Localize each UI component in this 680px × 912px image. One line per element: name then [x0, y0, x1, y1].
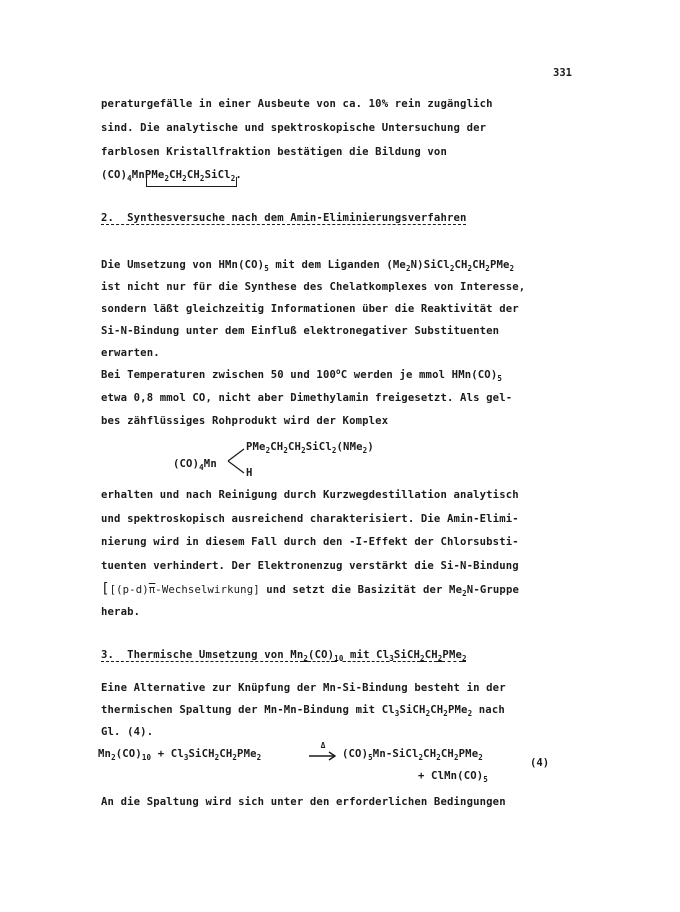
complex-hydride: H [246, 467, 253, 479]
equation-lhs: $Mn_2(CO)_{10}$ + $Cl_3SiCH_2CH_2PMe_2$ [98, 748, 262, 762]
text-line: Die Umsetzung von $HMn(CO)_5$ mit dem Liganden $(Me_2N)SiCl_2CH_2CH_2PMe_2$ [101, 259, 515, 273]
text-line: peraturgefälle in einer Ausbeute von ca. 10% rein zugänglich [101, 98, 493, 110]
equation-rhs: $(CO)_5Mn-SiCl_2CH_2CH_2PMe_2$ [342, 748, 483, 762]
heat-symbol: Δ [320, 741, 326, 750]
text-line: An die Spaltung wird sich unter den erforderlichen Bedingungen [101, 796, 506, 808]
text-line: Bei Temperaturen zwischen 50 und 100$^o$C werden je mmol $HMn(CO)_5$ [101, 367, 503, 383]
equation-number: (4) [530, 757, 550, 769]
text-line: bes zähflüssiges Rohprodukt wird der Komplex [101, 415, 389, 427]
text-line: Eine Alternative zur Knüpfung der Mn-Si-Bindung besteht in der [101, 682, 506, 694]
text-line: [[(p-d)π-Wechselwirkung] und setzt die Basizität der $Me_2N$-Gruppe [101, 581, 520, 598]
text-line: nierung wird in diesem Fall durch den -I-Effekt der Chlorsubsti- [101, 536, 519, 548]
text-line: farblosen Kristallfraktion bestätigen die Bildung von [101, 146, 447, 158]
text-line: etwa 0,8 mmol CO, nicht aber Dimethylamin freigesetzt. Als gel- [101, 392, 513, 404]
section-heading: 3. Thermische Umsetzung von $Mn_2(CO)_{10}$ mit $Cl_3SiCH_2CH_2PMe_2$ [101, 649, 467, 663]
chelate-bracket [146, 177, 237, 187]
section-heading: 2. Synthesversuche nach dem Amin-Eliminierungsverfahren [101, 212, 467, 224]
complex-core: $(CO)_4Mn$ [173, 458, 217, 472]
text-line: Si-N-Bindung unter dem Einfluß elektronegativer Substituenten [101, 325, 500, 337]
text-line: tuenten verhindert. Der Elektronenzug verstärkt die Si-N-Bindung [101, 560, 519, 572]
text-line: sind. Die analytische und spektroskopische Untersuchung der [101, 122, 487, 134]
text-line: erhalten und nach Reinigung durch Kurzwegdestillation analytisch [101, 489, 519, 501]
reaction-arrow-icon [308, 751, 338, 761]
equation-rhs-byproduct: + $ClMn(CO)_5$ [418, 770, 488, 784]
text-line: thermischen Spaltung der Mn-Mn-Bindung mit $Cl_3SiCH_2CH_2PMe_2$ nach [101, 704, 505, 718]
page-number: 331 [553, 67, 572, 79]
bond-lines [226, 443, 246, 479]
text-line: und spektroskopisch ausreichend charakterisiert. Die Amin-Elimi- [101, 513, 519, 525]
text-line: ist nicht nur für die Synthese des Chelatkomplexes von Interesse, [101, 281, 526, 293]
text-line: Gl. (4). [101, 726, 154, 738]
complex-upper-ligand: $PMe_2CH_2CH_2SiCl_2(NMe_2)$ [246, 441, 374, 455]
text-line: erwarten. [101, 347, 160, 359]
text-line: herab. [101, 606, 141, 618]
text-line: sondern läßt gleichzeitig Informationen über die Reaktivität der [101, 303, 519, 315]
chemical-formula: $(CO)_4MnPMe_2CH_2CH_2SiCl_2$. [101, 169, 242, 183]
